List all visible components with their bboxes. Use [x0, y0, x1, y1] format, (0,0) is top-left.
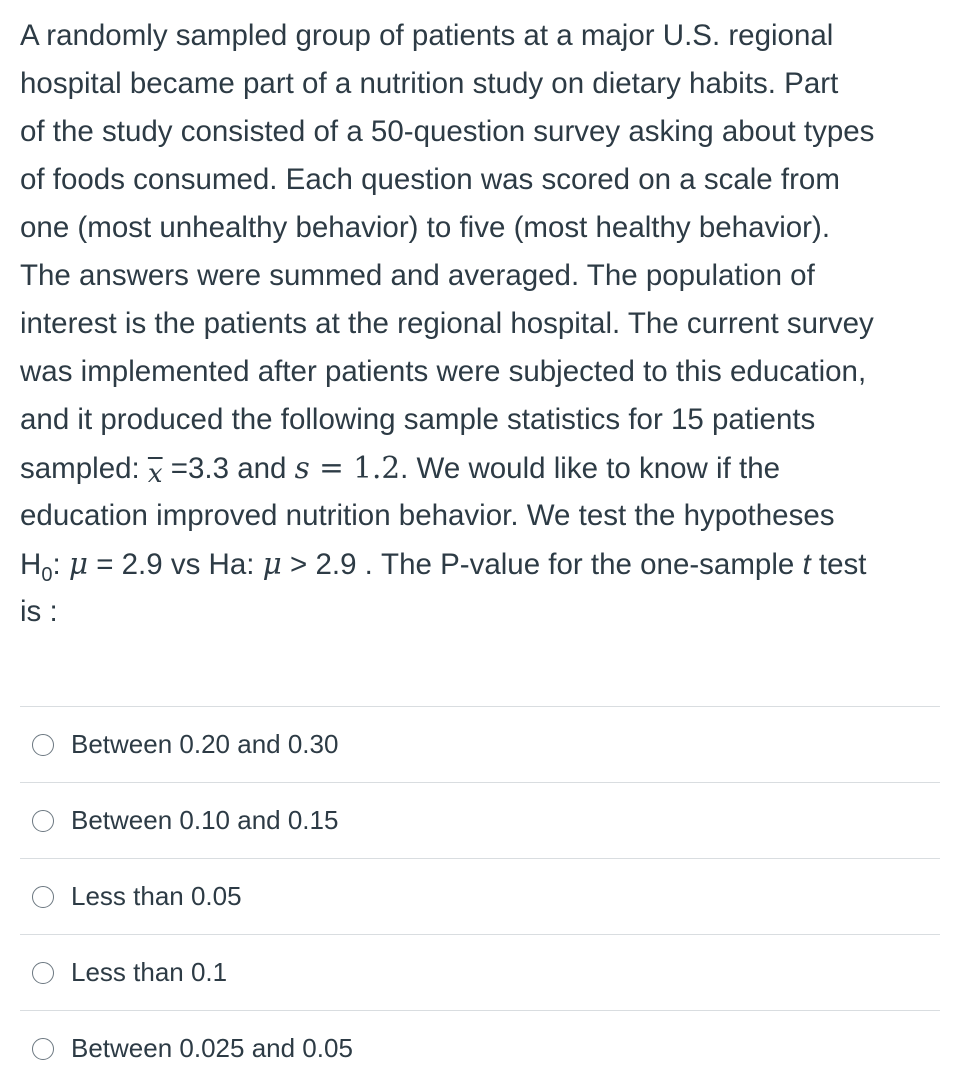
- h0-value: = 2.9 vs Ha:: [88, 548, 263, 581]
- answer-list: [20, 706, 940, 1086]
- radio-button[interactable]: [32, 962, 54, 984]
- radio-button[interactable]: [32, 734, 54, 756]
- question-line: one (most unhealthy behavior) to five (most healthy behavior).: [20, 211, 831, 244]
- question-line: and it produced the following sample statistics for 15 patients: [20, 403, 816, 436]
- question-line: of the study consisted of a 50-question survey asking about types: [20, 115, 875, 148]
- answer-option[interactable]: [20, 1010, 940, 1086]
- s-value: = 1.2: [309, 451, 401, 485]
- t-symbol: t: [802, 548, 811, 581]
- question-line: of foods consumed. Each question was scored on a scale from: [20, 163, 840, 196]
- answer-label[interactable]: Less than 0.05: [71, 881, 242, 911]
- h0-subscript: 0: [41, 563, 53, 586]
- test-word: test: [810, 548, 867, 581]
- text-know-if: . We would like to know if the: [400, 452, 781, 485]
- question-line-statistics: [20, 444, 950, 492]
- xbar-symbol: $\overline{x}$: [147, 459, 163, 489]
- question-line: was implemented after patients were subjected to this education,: [20, 355, 867, 388]
- question-line: A randomly sampled group of patients at a major U.S. regional: [20, 19, 834, 52]
- answer-label[interactable]: Between 0.10 and 0.15: [71, 805, 339, 835]
- ha-value: > 2.9 . The P-value for the one-sample: [281, 548, 803, 581]
- question-line-hypotheses: [20, 540, 950, 588]
- answer-option[interactable]: [20, 934, 940, 1010]
- mu-symbol: μ: [262, 547, 282, 581]
- question-line: The answers were summed and averaged. The population of: [20, 259, 815, 292]
- question-text: [20, 12, 950, 636]
- question-line: hospital became part of a nutrition study on dietary habits. Part: [20, 67, 839, 100]
- answer-option[interactable]: [20, 706, 940, 782]
- text-sampled: sampled:: [20, 452, 148, 485]
- xbar-value: =3.3 and: [162, 452, 295, 485]
- answer-label[interactable]: Between 0.20 and 0.30: [71, 729, 339, 759]
- radio-button[interactable]: [32, 1038, 54, 1060]
- question-line: is :: [20, 595, 58, 628]
- answer-option[interactable]: [20, 782, 940, 858]
- answer-label[interactable]: Between 0.025 and 0.05: [71, 1033, 353, 1063]
- answer-option[interactable]: [20, 858, 940, 934]
- question-line: interest is the patients at the regional hospital. The current survey: [20, 307, 874, 340]
- question-line: education improved nutrition behavior. We test the hypotheses: [20, 499, 835, 532]
- h0-letter: H: [20, 548, 42, 581]
- radio-button[interactable]: [32, 886, 54, 908]
- h0-colon: :: [52, 548, 69, 581]
- radio-button[interactable]: [32, 810, 54, 832]
- answer-label[interactable]: Less than 0.1: [71, 957, 228, 987]
- mu-symbol: μ: [68, 547, 89, 581]
- s-symbol: s: [294, 451, 310, 485]
